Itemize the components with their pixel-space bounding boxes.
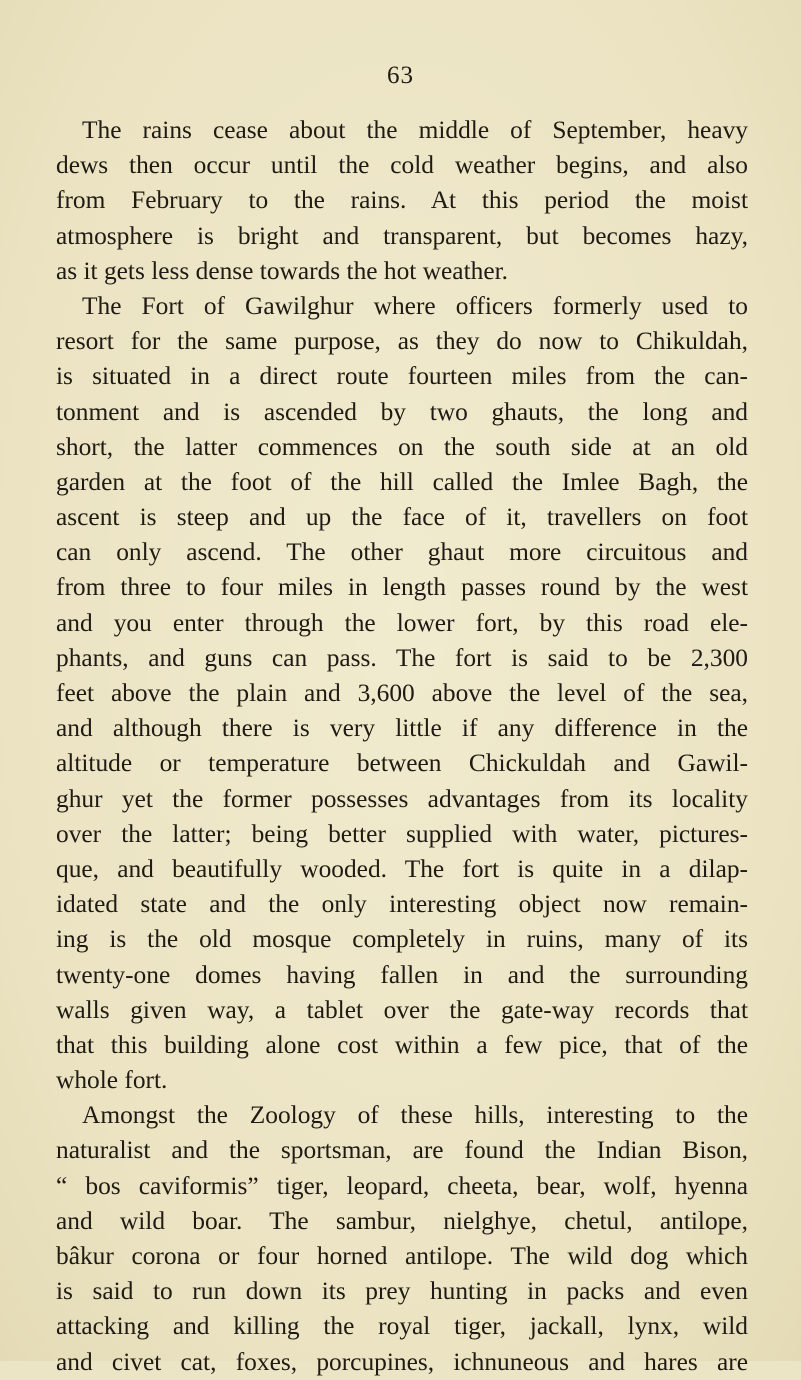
- text-line: and you enter through the lower fort, by this road ele-: [56, 608, 748, 637]
- text-line: that this building alone cost within a few pice, that of the: [56, 1030, 748, 1059]
- text-line: bâkur corona or four horned antilope. The wild dog which: [56, 1242, 748, 1270]
- text-line: resort for the same purpose, as they do now to Chikuldah,: [56, 327, 748, 356]
- text-line: and although there is very little if any difference in the: [56, 714, 748, 743]
- text-line: ghur yet the former possesses advantages from its locality: [56, 784, 748, 813]
- text-line: atmosphere is bright and transparent, but becomes hazy,: [56, 221, 748, 250]
- text-line: can only ascend. The other ghaut more circuitous and: [56, 538, 748, 567]
- text-line: dews then occur until the cold weather begins, and also: [56, 151, 748, 180]
- text-line: que, and beautifully wooded. The fort is quite in a dilap-: [56, 854, 748, 883]
- text-line: ascent is steep and up the face of it, travellers on foot: [56, 503, 748, 532]
- text-line: from three to four miles in length passes round by the west: [56, 573, 748, 602]
- body-text: [56, 113, 748, 1380]
- text-line: naturalist and the sportsman, are found the Indian Bison,: [56, 1136, 748, 1165]
- text-line: over the latter; being better supplied with water, pictures-: [56, 819, 748, 848]
- text-line: and civet cat, foxes, porcupines, ichnuneous and hares are: [56, 1347, 748, 1376]
- text-line: and wild boar. The sambur, nielghye, chetul, antilope,: [56, 1206, 748, 1235]
- text-line: feet above the plain and 3,600 above the level of the sea,: [56, 679, 748, 707]
- text-line: ing is the old mosque completely in ruins, many of its: [56, 925, 748, 954]
- text-line: garden at the foot of the hill called the Imlee Bagh, the: [56, 467, 748, 496]
- text-line: twenty-one domes having fallen in and the surrounding: [56, 960, 748, 989]
- text-line: tonment and is ascended by two ghauts, the long and: [56, 397, 748, 426]
- text-line: is said to run down its prey hunting in packs and even: [56, 1277, 748, 1306]
- text-line: as it gets less dense towards the hot weather.: [56, 256, 508, 285]
- text-line: walls given way, a tablet over the gate-way records that: [56, 995, 748, 1024]
- text-line: The Fort of Gawilghur where officers formerly used to: [82, 291, 748, 320]
- text-line: idated state and the only interesting object now remain-: [56, 890, 748, 919]
- text-line: phants, and guns can pass. The fort is said to be 2,300: [56, 643, 748, 672]
- text-line: “ bos caviformis” tiger, leopard, cheeta, bear, wolf, hyenna: [56, 1171, 748, 1200]
- text-line: Amongst the Zoology of these hills, interesting to the: [82, 1101, 748, 1130]
- text-line: The rains cease about the middle of September, heavy: [82, 116, 748, 144]
- page-number: 63: [387, 62, 414, 89]
- text-line: attacking and killing the royal tiger, jackall, lynx, wild: [56, 1312, 748, 1341]
- text-line: whole fort.: [56, 1066, 168, 1095]
- text-line: short, the latter commences on the south side at an old: [56, 432, 748, 461]
- text-line: altitude or temperature between Chickuldah and Gawil-: [56, 749, 748, 778]
- text-line: is situated in a direct route fourteen miles from the can-: [56, 362, 748, 391]
- text-line: from February to the rains. At this period the moist: [56, 186, 748, 215]
